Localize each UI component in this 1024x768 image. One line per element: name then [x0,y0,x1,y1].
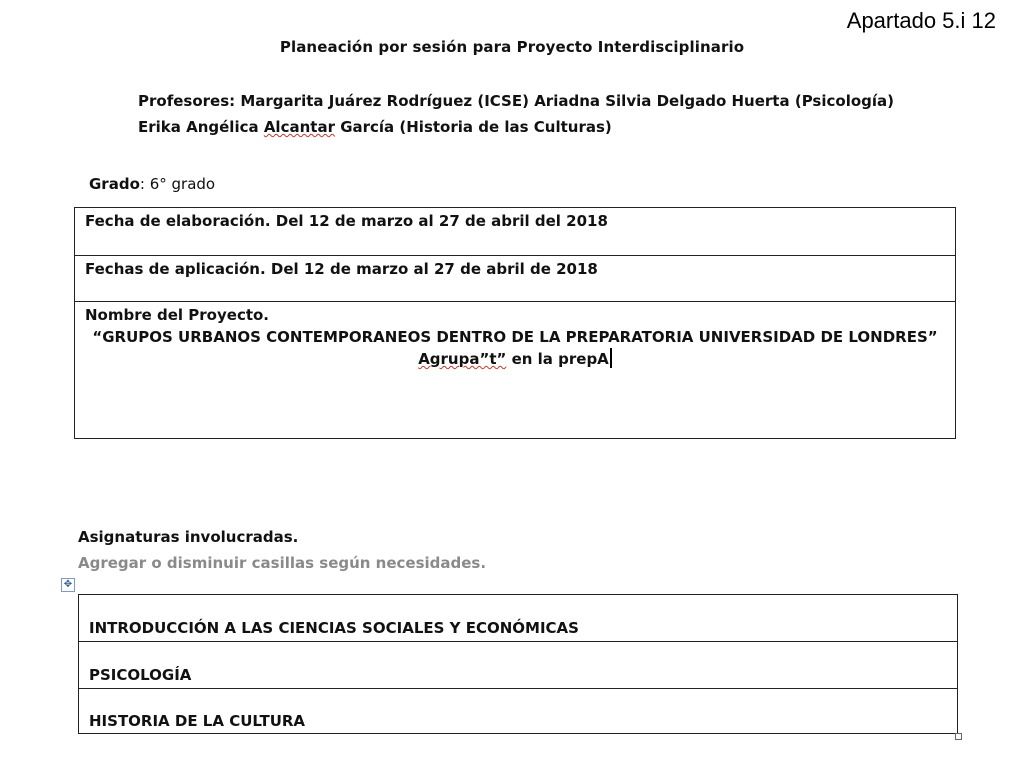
teachers-paragraph [138,88,894,140]
teachers-text-end: García (Historia de las Culturas) [334,118,612,136]
project-name-label: Nombre del Proyecto. [85,306,270,324]
subject-row[interactable]: PSICOLOGÍA [79,642,957,689]
project-name-cell[interactable] [75,302,955,438]
document-title: Planeación por sesión para Proyecto Interdisciplinario [279,38,745,56]
grade-value: : 6° grado [139,175,216,193]
project-info-table [74,207,956,439]
project-short-name [85,348,945,370]
grade-label: Grado [89,175,140,193]
subject-row[interactable]: HISTORIA DE LA CULTURA [89,712,306,730]
table-resize-handle[interactable] [955,733,962,740]
text-cursor [610,348,612,368]
subjects-heading: Asignaturas involucradas. [78,528,299,546]
teachers-misspelled-word: Alcantar [263,118,335,136]
project-short-rest: en la prepA [506,350,609,368]
elaboration-date-cell[interactable]: Fecha de elaboración. Del 12 de marzo al 27 de abril del 2018 [75,208,955,256]
project-short-misspelled: Agrupa”t” [418,350,507,368]
subjects-hint: Agregar o disminuir casillas según necesidades. [78,554,487,572]
subject-row[interactable]: INTRODUCCIÓN A LAS CIENCIAS SOCIALES Y ECONÓMICAS [79,595,957,642]
project-title: “GRUPOS URBANOS CONTEMPORANEOS DENTRO DE LA PREPARATORIA UNIVERSIDAD DE LONDRES” [92,328,938,346]
subjects-table [78,594,958,734]
slide-number-label: Apartado 5.i 12 [846,8,996,33]
teachers-text: Profesores: Margarita Juárez Rodríguez (ICSE) Ariadna Silvia Delgado Huerta (Psicología) Erika Angélica [138,92,894,136]
grade-line [89,175,215,193]
move-arrows-icon[interactable]: ✥ [61,578,75,592]
application-date-cell[interactable]: Fechas de aplicación. Del 12 de marzo al 27 de abril de 2018 [75,256,955,302]
